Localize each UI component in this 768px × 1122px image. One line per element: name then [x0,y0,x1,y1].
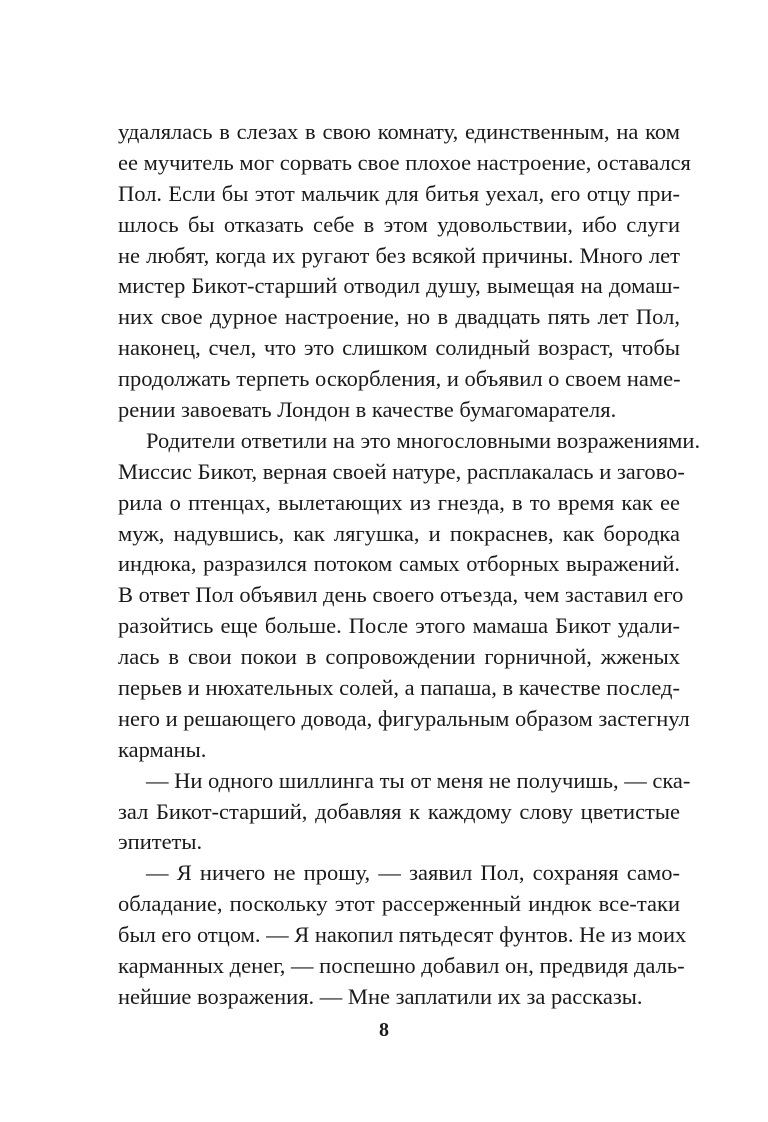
text-line: нейшие возражения. — Мне заплатили их за рассказы. [118,983,643,1009]
text-line: — Я ничего не прошу, — заявил Пол, сохраняя само- [146,860,680,886]
text-line: карманных денег, — поспешно добавил он, предвидя даль- [118,953,685,979]
text-line: продолжать терпеть оскорбления, и объявил о своем наме- [118,366,681,392]
text-line: эпитеты. [118,829,203,855]
text-line: рении завоевать Лондон в качестве бумагомарателя. [118,397,617,423]
text-line: Родители ответили на это многословными возражениями. [146,427,701,453]
body-text [118,117,701,1013]
text-line: разойтись еще больше. После этого мамаша Бикот удали- [118,613,680,639]
text-line: — Ни одного шиллинга ты от меня не получишь, — ска- [146,767,691,793]
text-line: не любят, когда их ругают без всякой причины. Много лет [118,242,680,268]
text-line: В ответ Пол объявил день своего отъезда, чем заставил его [118,582,684,608]
text-line: лась в свои покои в сопровождении горничной, жженых [118,644,680,670]
text-line: ее мучитель мог сорвать свое плохое настроение, оставался [118,149,691,175]
text-line: наконец, счел, что это слишком солидный возраст, чтобы [118,335,680,361]
text-line: Миссис Бикот, верная своей натуре, расплакалась и загово- [118,458,685,484]
text-line: индюка, разразился потоком самых отборных выражений. [118,551,680,577]
paragraph-3 [118,766,691,859]
text-line: него и решающего довода, фигуральным образом застегнул [118,705,690,731]
text-line: карманы. [118,736,207,762]
text-line: обладание, поскольку этот рассерженный индюк все-таки [118,891,680,917]
text-line: удалялась в слезах в свою комнату, единственным, на ком [118,119,680,144]
text-line: Пол. Если бы этот мальчик для битья уехал, его отцу при- [118,180,680,206]
paragraph-2 [118,426,701,766]
paragraph-4 [118,858,687,1012]
text-line: был его отцом. — Я накопил пятьдесят фунтов. Не из моих [118,922,687,948]
text-line: мистер Бикот-старший отводил душу, вымещая на домаш- [118,273,680,299]
text-line: перьев и нюхательных солей, а папаша, в качестве послед- [118,675,680,701]
text-line: шлось бы отказать себе в этом удовольствии, ибо слуги [118,211,680,237]
paragraph-1 [118,117,691,426]
text-line: муж, надувшись, как лягушка, и покраснев, как бородка [118,520,680,546]
page-number: 8 [379,1019,389,1041]
text-line: них свое дурное настроение, но в двадцать пять лет Пол, [118,304,680,330]
text-line: рила о птенцах, вылетающих из гнезда, в то время как ее [118,489,680,515]
text-line: зал Бикот-старший, добавляя к каждому слову цветистые [118,798,680,824]
